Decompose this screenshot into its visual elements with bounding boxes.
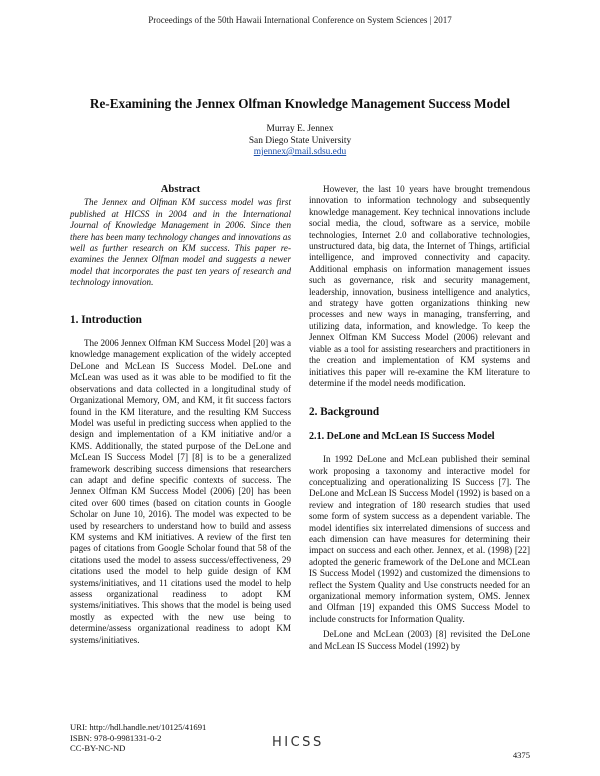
author-email-link[interactable]: mjennex@mail.sdsu.edu	[253, 147, 347, 157]
author-name: Murray E. Jennex	[266, 124, 334, 134]
left-column	[70, 184, 291, 646]
introduction-paragraph: The 2006 Jennex Olfman KM Success Model [20] was a knowledge management explication of the widely accepted DeLone and McLean IS Success Model. DeLone and McLean was used as it was able to be modified to fit the observations and data collected in a longitudinal study of Organizational Memory, OM, and KM, it fit success factors found in the KM literature, and the resulting KM Success Model was useful in predicting success when applied to the design and implementation of a KM initiative and/or a KMS. Additionally, the stated purpose of the DeLone and McLean IS Success Model [7] [8] is to be a generalized framework describing success dimensions that researchers can adapt and define specific contexts of success. The Jennex Olfman KM Success Model (2006) [20] has been cited over 600 times (based on citation counts in Google Scholar on June 10, 2016). The model was expected to be used by researchers to understand how to build and assess KM systems and KM initiatives. A review of the first ten pages of citations from Google Scholar found that 58 of the citations used the model to assess success/effectiveness, 29 citations used the model to help guide design of KM systems/initiatives, and 11 citations used the model to help assess organizational readiness to adopt KM systems/initiatives. This shows that the model is being used mostly as expected with the new use being to determine/assess organizational readiness to adopt KM systems/initiatives.	[70, 338, 291, 645]
paper-title: Re-Examining the Jennex Olfman Knowledge Management Success Model	[89, 96, 511, 111]
innovation-paragraph: However, the last 10 years have brought tremendous innovation to information technology and subsequently knowledge management. Key technical innovations include social media, the cloud, software as a service, mobile technologies, Internet 2.0 and collaborative technologies, unstructured data, big data, the Internet of Things, artificial intelligence, and improved connectivity and capacity. Additional emphasis on information management issues such as governance, risk and security management, leadership, innovation, business intelligence and analytics, and strategy have gotten organizations thinking new processes and new ways in managing, transferring, and utilizing data, information, and knowledge. To keep the Jennex Olfman KM Success Model (2006) relevant and viable as a tool for assisting researchers and practitioners in the creation and implementation of KM systems and initiatives this paper will re-examine the KM literature to determine if the model needs modification.	[309, 184, 530, 388]
background-paragraph-2: DeLone and McLean (2003) [8] revisited the DeLone and McLean IS Success Model (1992) by	[309, 629, 530, 651]
footer-license: CC-BY-NC-ND	[70, 743, 126, 754]
right-column	[309, 184, 530, 652]
author-block	[0, 124, 600, 159]
footer-identifiers	[70, 722, 206, 754]
author-affiliation: San Diego State University	[248, 135, 352, 146]
subsection-heading-delone-mclean: 2.1. DeLone and McLean IS Success Model	[309, 430, 495, 442]
page-number: 4375	[512, 750, 530, 760]
section-heading-introduction: 1. Introduction	[70, 313, 142, 326]
running-head: Proceedings of the 50th Hawaii International Conference on System Sciences | 2017	[148, 15, 452, 25]
background-paragraph-1: In 1992 DeLone and McLean published their seminal work proposing a taxonomy and interactive model for conceptualizing and operationalizing IS Success [7]. The DeLone and McLean IS Success Model (1992) is based on a review and integration of 180 research studies that used some form of system success as a dependent variable. The model identifies six interrelated dimensions of success and each dimension can have measures for determining their impact on success and each other. Jennex, et al. (1998) [22] adopted the generic framework of the DeLone and MCLean IS Success Model (1992) and customized the dimensions to reflect the System Quality and Use constructs needed for an organizational memory information system, OMS. Jennex and Olfman [19] expanded this OMS Success Model to include constructs for Information Quality.	[309, 454, 530, 624]
abstract-heading: Abstract	[160, 184, 201, 195]
footer-uri: URI: http://hdl.handle.net/10125/41691	[70, 722, 207, 732]
section-heading-background: 2. Background	[309, 406, 380, 419]
hicss-logo: HICSS	[272, 735, 324, 750]
footer-isbn: ISBN: 978-0-9981331-0-2	[70, 732, 162, 743]
abstract-text: The Jennex and Olfman KM success model was first published at HICSS in 2004 and in the International Journal of Knowledge Management in 2006. Since then there has been many technology changes and innovations as well as further research on KM success. This paper re-examines the Jennex Olfman model and suggests a newer model that incorporates the past ten years of research and technology innovation.	[70, 197, 291, 288]
